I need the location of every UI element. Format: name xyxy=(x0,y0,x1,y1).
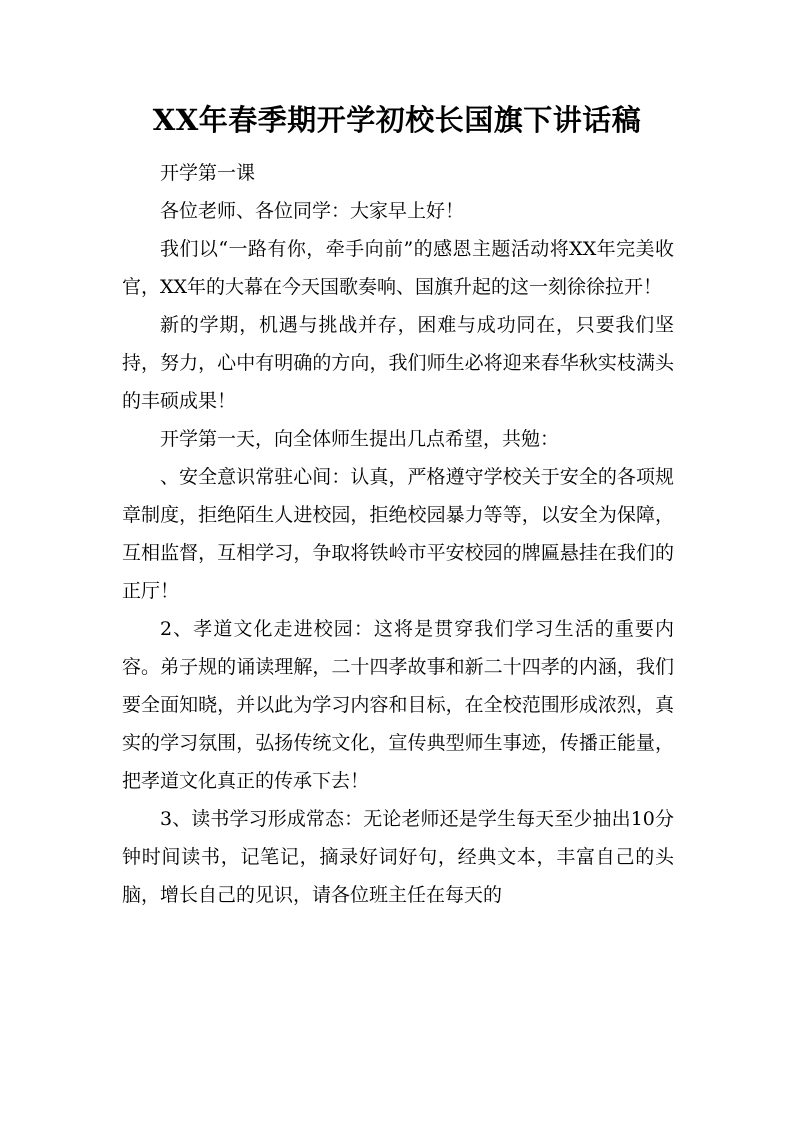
paragraph-hopes-intro: 开学第一天，向全体师生提出几点希望，共勉： xyxy=(160,428,560,450)
paragraph-filial-piety: 2、孝道文化走进校园：这将是贯穿我们学习生活的重要内容。弟子规的诵读理解，二十四孝故事和新二十四孝的内涵，我们要全面知晓，并以此为学习内容和目标，在全校范围形成浓烈，真实的学习氛围，弘扬传统文化，宣传典型师生事迹，传播正能量，把孝道文化真正的传承下去！ xyxy=(122,618,674,792)
paragraph-greeting: 各位老师、各位同学：大家早上好！ xyxy=(160,200,465,222)
paragraph-reading: 3、读书学习形成常态：无论老师还是学生每天至少抽出10分钟时间读书，记笔记，摘录好词好句，经典文本，丰富自己的头脑，增长自己的见识，请各位班主任在每天的 xyxy=(122,808,674,906)
document-body xyxy=(122,154,674,914)
paragraph-new-semester: 新的学期，机遇与挑战并存，困难与成功同在，只要我们坚持，努力，心中有明确的方向，我们师生必将迎来春华秋实枝满头的丰硕成果！ xyxy=(122,314,674,412)
document-title: XX年春季期开学初校长国旗下讲话稿 xyxy=(152,103,642,137)
paragraph-intro: 我们以“一路有你，牵手向前”的感恩主题活动将XX年完美收官，XX年的大幕在今天国歌奏响、国旗升起的这一刻徐徐拉开！ xyxy=(122,238,674,298)
paragraph-safety: 、安全意识常驻心间：认真，严格遵守学校关于安全的各项规章制度，拒绝陌生人进校园，拒绝校园暴力等等，以安全为保障，互相监督，互相学习，争取将铁岭市平安校园的牌匾悬挂在我们的正厅！ xyxy=(122,466,674,602)
paragraph-lesson-heading: 开学第一课 xyxy=(160,162,256,184)
